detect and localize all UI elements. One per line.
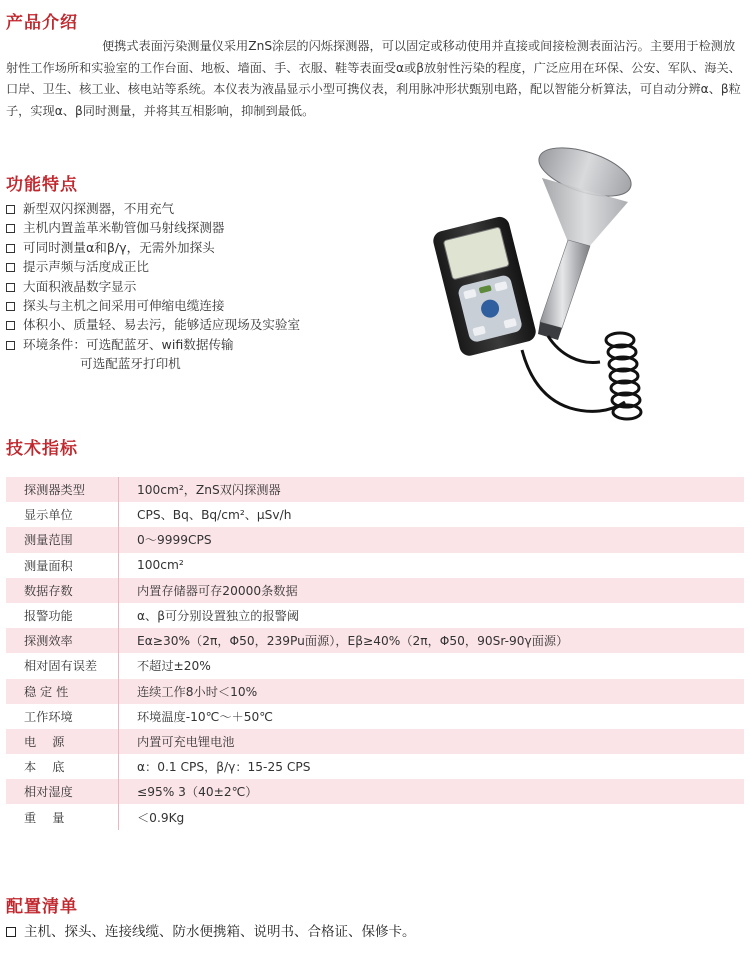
table-row <box>6 603 744 628</box>
feature-text: 提示声频与活度成正比 <box>23 259 149 275</box>
feature-item <box>6 314 426 333</box>
spec-label: 相对湿度 <box>6 779 119 804</box>
feature-text: 大面积液晶数字显示 <box>23 278 137 294</box>
device-photo <box>430 140 680 440</box>
spec-value: 不超过±20% <box>119 653 745 678</box>
feature-item <box>6 256 426 275</box>
spec-label: 数据存数 <box>6 578 119 603</box>
feature-text: 探头与主机之间采用可伸缩电缆连接 <box>23 297 225 313</box>
spec-value: 环境温度-10℃～＋50℃ <box>119 704 745 729</box>
spec-label: 相对固有误差 <box>6 653 119 678</box>
checkbox-icon <box>6 321 15 330</box>
spec-label: 工作环境 <box>6 704 119 729</box>
table-row <box>6 804 744 829</box>
checkbox-icon <box>6 263 15 272</box>
spec-value: 0～9999CPS <box>119 527 745 552</box>
spec-value: ＜0.9Kg <box>119 804 745 829</box>
checkbox-icon <box>6 224 15 233</box>
feature-text: 体积小、质量轻、易去污，能够适应现场及实验室 <box>23 317 301 333</box>
feature-sub-item <box>6 353 426 372</box>
table-row <box>6 502 744 527</box>
checkbox-icon <box>6 244 15 253</box>
table-row <box>6 754 744 779</box>
spec-value: Eα≥30%（2π，Φ50，239Pu面源），Eβ≥40%（2π，Φ50，90Sr-90γ面源） <box>119 628 745 653</box>
features-section-title: 功能特点 <box>6 175 78 195</box>
feature-item <box>6 295 426 314</box>
spec-value: 连续工作8小时＜10% <box>119 679 745 704</box>
feature-item <box>6 198 426 217</box>
table-row <box>6 477 744 502</box>
spec-value: 100cm² <box>119 553 745 578</box>
coiled-cable <box>606 333 641 419</box>
spec-label: 探测器类型 <box>6 477 119 502</box>
spec-label: 显示单位 <box>6 502 119 527</box>
feature-text: 可同时测量α和β/γ，无需外加探头 <box>23 239 215 255</box>
feature-text: 可选配蓝牙打印机 <box>80 356 181 372</box>
specs-section-title: 技术指标 <box>6 439 78 459</box>
spec-value: α、β可分别设置独立的报警阈 <box>119 603 745 628</box>
checkbox-icon <box>6 302 15 311</box>
feature-text: 新型双闪探测器，不用充气 <box>23 201 175 216</box>
table-row <box>6 628 744 653</box>
checkbox-icon <box>6 283 15 292</box>
table-row <box>6 779 744 804</box>
table-row <box>6 679 744 704</box>
config-list <box>6 920 416 940</box>
spec-value: 内置可充电锂电池 <box>119 729 745 754</box>
intro-section-title: 产品介绍 <box>6 13 78 33</box>
spec-value: CPS、Bq、Bq/cm²、μSv/h <box>119 502 745 527</box>
intro-paragraph: 便携式表面污染测量仪采用ZnS涂层的闪烁探测器，可以固定或移动使用并直接或间接检测表面沾污。主要用于检测放射性工作场所和实验室的工作台面、地板、墙面、手、衣服、鞋等表面受α或β放射性污染的程度，广泛应用在环保、公安、军队、海关、口岸、卫生、核工业、核电站等系统。本仪表为液晶显示小型可携仪表，利用脉冲形状甄别电路，配以智能分析算法，可自动分辨α、β粒子，实现α、β同时测量，并将其互相影响，抑制到最低。 <box>6 39 741 118</box>
checkbox-icon <box>6 205 15 214</box>
spec-label: 测量面积 <box>6 553 119 578</box>
probe-tube <box>540 240 590 328</box>
spec-value: 100cm²，ZnS双闪探测器 <box>119 477 745 502</box>
table-row <box>6 729 744 754</box>
feature-item <box>6 276 426 295</box>
spec-label: 电 源 <box>6 729 119 754</box>
config-section-title: 配置清单 <box>6 897 78 917</box>
spec-table <box>6 477 744 830</box>
checkbox-icon <box>6 341 15 350</box>
config-text: 主机、探头、连接线缆、防水便携箱、说明书、合格证、保修卡。 <box>24 924 416 940</box>
table-row <box>6 653 744 678</box>
spec-label: 探测效率 <box>6 628 119 653</box>
spec-label: 本 底 <box>6 754 119 779</box>
spec-label: 重 量 <box>6 804 119 829</box>
table-row <box>6 704 744 729</box>
table-row <box>6 553 744 578</box>
spec-value: 内置存储器可存20000条数据 <box>119 578 745 603</box>
spec-value: ≤95% 3（40±2℃） <box>119 779 745 804</box>
spec-label: 报警功能 <box>6 603 119 628</box>
checkbox-icon <box>6 927 16 937</box>
feature-item <box>6 334 426 353</box>
feature-item <box>6 237 426 256</box>
spec-label: 稳 定 性 <box>6 679 119 704</box>
feature-item <box>6 217 426 236</box>
main-unit <box>431 215 538 358</box>
spec-label: 测量范围 <box>6 527 119 552</box>
table-row <box>6 578 744 603</box>
spec-value: α：0.1 CPS，β/γ：15-25 CPS <box>119 754 745 779</box>
feature-text: 主机内置盖革米勒管伽马射线探测器 <box>23 220 225 236</box>
feature-text: 环境条件：可选配蓝牙、wifi数据传输 <box>23 336 234 352</box>
feature-list <box>6 198 426 373</box>
table-row <box>6 527 744 552</box>
